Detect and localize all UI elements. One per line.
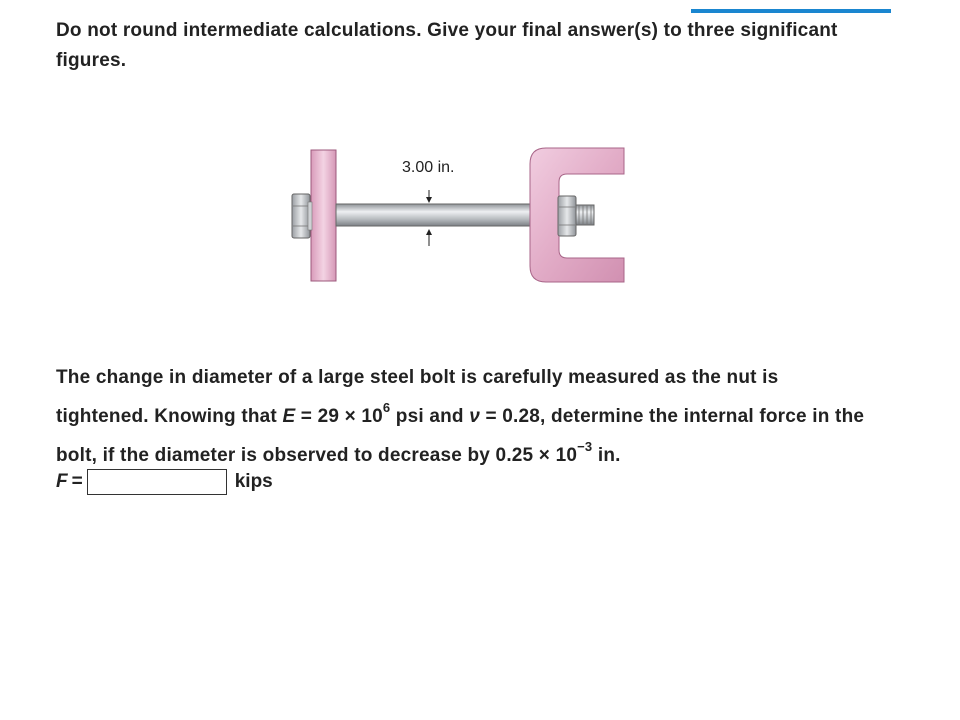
poisson-symbol: ν [469,406,480,427]
poisson-value: = 0.28, determine the internal force in the bolt, if the diameter is observed to decrease by [56,406,865,466]
answer-unit: kips [234,471,273,492]
modulus-symbol: E [282,406,296,427]
modulus-unit: psi and [390,406,470,427]
modulus-exponent: 6 [382,399,391,415]
problem-text-1: The change in diameter of a large steel bolt is carefully measured as the nut is tightened. Knowing that [56,367,779,427]
bolt-thread [576,205,594,225]
delta-value: 0.25 × 10 [495,445,578,466]
force-answer-input[interactable] [87,469,227,495]
bolt-head [292,194,312,238]
answer-equals: = [71,471,83,492]
modulus-value: = 29 × 10 [295,406,383,427]
bolt-shaft [336,204,556,226]
dimension-label: 3.00 in. [402,159,455,176]
answer-row [56,466,273,498]
delta-exponent: −3 [577,438,593,454]
answer-label: F [56,471,68,492]
delta-unit: in. [592,445,621,466]
instructions-text: Do not round intermediate calculations. Give your final answer(s) to three significant figures. [56,20,838,71]
bolt-nut [558,196,576,236]
left-plate [311,150,336,281]
problem-statement [56,358,876,475]
bolt-diagram [284,146,629,286]
progress-accent-bar [691,9,891,13]
